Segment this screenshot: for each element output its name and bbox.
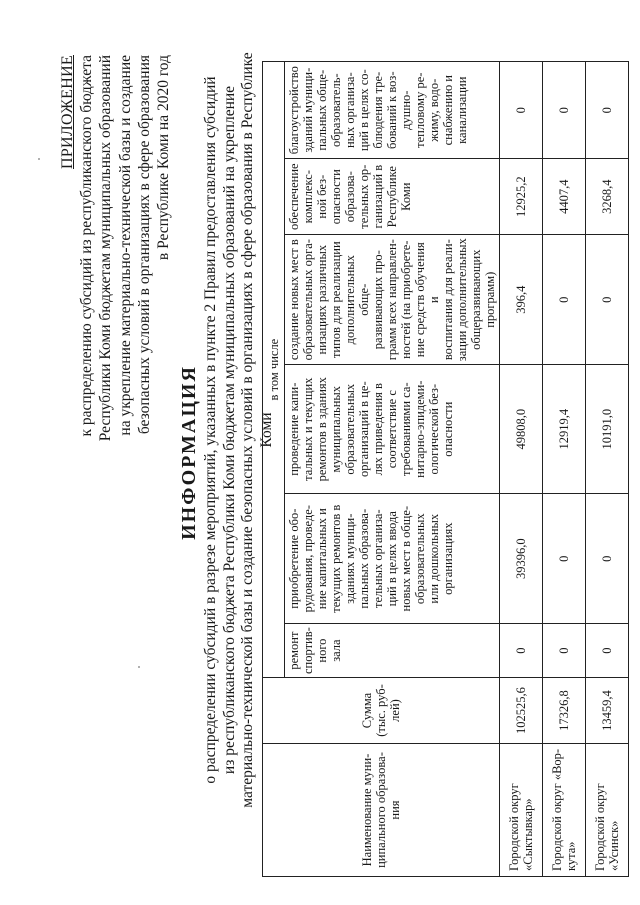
municipality-name: Городской округ «Сыктывкар»: [500, 744, 543, 877]
header-equipment-new-places: приобретение обо- рудования, проведе- ние капитальных и текущих ремонтов в зданиях муници- пальных образова- тельных организа- ций в целях ввода новых мест в обще- образовательных или дошкольных организациях: [285, 494, 500, 624]
header-municipality: Наименование муни- ципального образова- ния: [263, 744, 500, 877]
cell-value: 39396,0: [500, 494, 543, 624]
subtitle-line: из республиканского бюджета Республики Коми бюджетам муниципальных образований на укрепление: [220, 85, 238, 775]
appendix-line: на укрепление материально-технической базы и создание: [116, 55, 134, 436]
appendix-block: [58, 55, 173, 465]
cell-value: 0: [543, 62, 586, 159]
municipality-name: Городской округ «Вор- кута»: [543, 744, 586, 877]
table-row: [500, 62, 543, 877]
sum-value: 17326,8: [543, 678, 586, 744]
appendix-heading: ПРИЛОЖЕНИЕ: [59, 55, 76, 170]
cell-value: 0: [543, 494, 586, 624]
cell-value: 10191,0: [586, 365, 629, 494]
document-title: ИНФОРМАЦИЯ: [178, 365, 200, 540]
table-row: [543, 62, 586, 877]
header-additional-education-places: создание новых мест в образовательных орга- низациях различных типов для реализации дополнительных обще- развивающих про- грамм всех направлен- ностей (на приобрете- ние средств обучения и воспитания для реали- зации дополнительных общеразвивающих программ): [285, 235, 500, 365]
header-sanitary-repairs: проведение капи- тальных и текущих ремонтов в зданиях муниципальных образовательных организаций в це- лях приведения в соответствие с требованиями са- нитарно-эпидеми- ологической без- опасности: [285, 365, 500, 494]
cell-value: 0: [500, 62, 543, 159]
scan-speck: [138, 666, 140, 668]
municipality-name: Городской округ «Усинск»: [586, 744, 629, 877]
cell-value: 12925,2: [500, 159, 543, 235]
sum-value: 102525,6: [500, 678, 543, 744]
cell-value: 0: [500, 624, 543, 678]
appendix-line: безопасных условий в организациях в сфере образования: [135, 55, 153, 435]
cell-value: 0: [543, 235, 586, 365]
header-group-including: в том числе: [263, 62, 285, 678]
cell-value: 396,4: [500, 235, 543, 365]
appendix-line: Республики Коми бюджетам муниципальных образований: [97, 55, 115, 442]
header-sum: Сумма (тыс. руб- лей): [263, 678, 500, 744]
header-building-improvement: благоустройство зданий муници- пальных обще- образователь- ных организа- ций в целях со- блюдения тре- бований к воз- душно- тепловому ре- жиму, водо- снабжению и канализации: [285, 62, 500, 159]
header-sport-hall-repair: ремонт спортив- ного зала: [285, 624, 500, 678]
appendix-line: к распределению субсидий из республиканского бюджета: [78, 55, 96, 437]
sum-value: 13459,4: [586, 678, 629, 744]
cell-value: 0: [586, 624, 629, 678]
appendix-line: в Республике Коми на 2020 год: [155, 55, 173, 261]
subtitle-line: материально-технической базы и создание безопасных условий в организациях в сфере образования в Республике Коми: [239, 52, 275, 808]
cell-value: 3268,4: [586, 159, 629, 235]
cell-value: 4407,4: [543, 159, 586, 235]
header-complex-safety: обеспечение комплекс- ной без- опасности образова- тельных ор- ганизаций в Республике Коми: [285, 159, 500, 235]
cell-value: 12919,4: [543, 365, 586, 494]
cell-value: 49808,0: [500, 365, 543, 494]
subtitle-line: о распределении субсидий в разрезе мероприятий, указанных в пункте 2 Правил предоставления субсидий: [202, 76, 219, 784]
cell-value: 0: [543, 624, 586, 678]
subsidy-table: [262, 61, 629, 877]
cell-value: 0: [586, 62, 629, 159]
scan-speck: [38, 158, 40, 160]
cell-value: 0: [586, 235, 629, 365]
cell-value: 0: [586, 494, 629, 624]
table-row: [586, 62, 629, 877]
